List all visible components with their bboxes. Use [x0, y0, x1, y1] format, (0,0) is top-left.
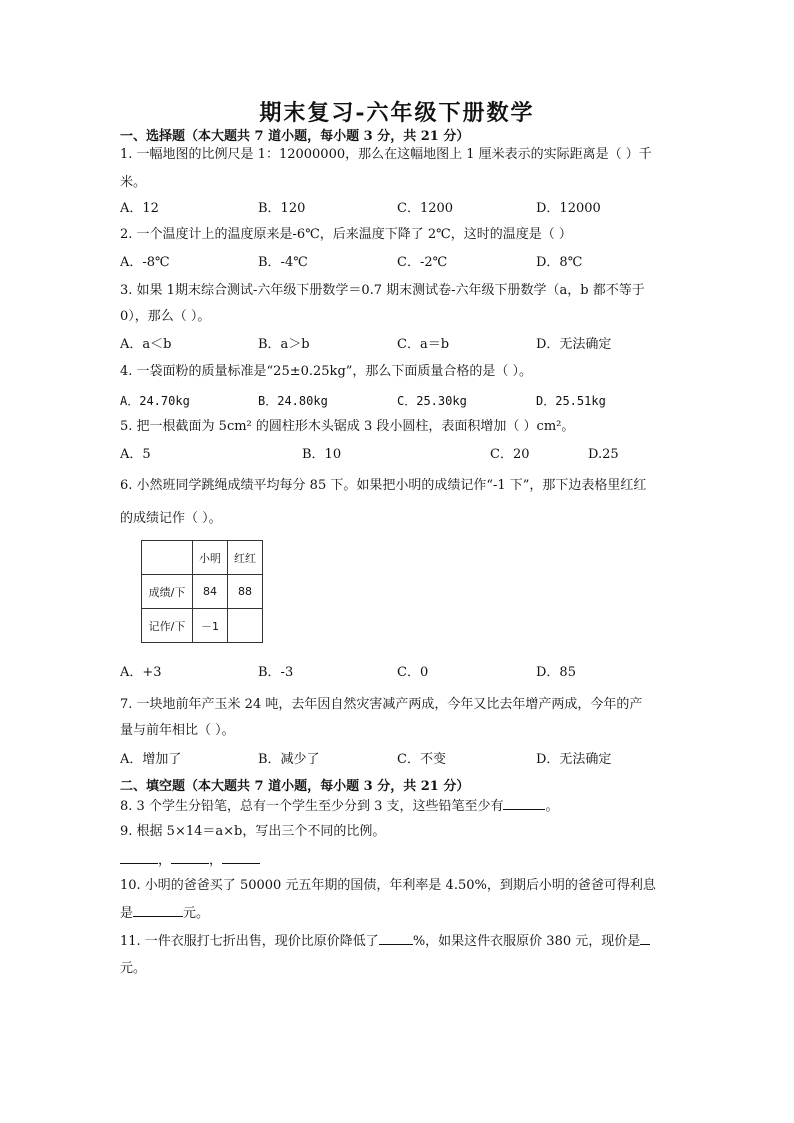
- q3-option-a: A．a＜b: [120, 337, 172, 352]
- question-6-text-cont: 的成绩记作（ ）。: [120, 511, 222, 526]
- question-1-text-cont: 米。: [120, 175, 147, 190]
- question-2-text: 2. 一个温度计上的温度原来是-6℃，后来温度下降了 2℃，这时的温度是（ ）: [120, 227, 572, 242]
- question-10-text: 10. 小明的爸爸买了 50000 元五年期的国债，年利率是 4.50%，到期后小明的爸爸可得利息: [120, 878, 656, 893]
- q2-option-c: C．-2℃: [397, 255, 448, 270]
- table-row: [142, 609, 263, 643]
- question-8: [120, 797, 559, 816]
- q3-option-b: B．a＞b: [258, 337, 310, 352]
- q5-option-c: C．20: [490, 447, 530, 462]
- answer-blank[interactable]: [133, 904, 183, 917]
- table-header-cell: 小明: [193, 541, 228, 575]
- table-row: [142, 575, 263, 609]
- question-10-text-cont: [120, 904, 209, 923]
- q6-option-a: A．+3: [120, 665, 162, 680]
- q2-option-a: A．-8℃: [120, 255, 170, 270]
- question-5-text: 5. 把一根截面为 5cm² 的圆柱形木头锯成 3 段小圆柱，表面积增加（ ）cm²。: [120, 419, 575, 434]
- q2-option-d: D．8℃: [536, 255, 583, 270]
- q7-option-b: B．减少了: [258, 752, 320, 767]
- table-cell: [142, 541, 193, 575]
- q1-option-d: D．12000: [536, 201, 601, 216]
- question-10-pre: 是: [120, 906, 134, 921]
- q1-option-c: C．1200: [397, 201, 454, 216]
- q4-option-d: D．25.51kg: [536, 394, 606, 408]
- q5-option-b: B．10: [302, 447, 342, 462]
- q7-option-a: A．增加了: [120, 752, 182, 767]
- question-7-text: 7. 一块地前年产玉米 24 吨，去年因自然灾害减产两成，今年又比去年增产两成，今年的产: [120, 697, 643, 712]
- question-3-text: 3. 如果 1期末综合测试-六年级下册数学＝0.7 期末测试卷-六年级下册数学（a，b 都不等于: [120, 283, 645, 298]
- question-8-end: 。: [545, 799, 559, 814]
- separator: ，: [209, 853, 223, 868]
- question-6-text: 6. 小然班同学跳绳成绩平均每分 85 下。如果把小明的成绩记作“-1 下”，那下边表格里红红: [120, 478, 647, 493]
- q5-option-d: D.25: [588, 447, 619, 462]
- table-cell: [228, 609, 263, 643]
- q7-option-c: C．不变: [397, 752, 446, 767]
- separator: ，: [158, 853, 172, 868]
- q1-option-b: B．120: [258, 201, 306, 216]
- q4-option-c: C．25.30kg: [397, 394, 467, 408]
- q6-option-d: D．85: [536, 665, 576, 680]
- q3-option-c: C．a＝b: [397, 337, 450, 352]
- question-1-text: 1. 一幅地图的比例尺是 1：12000000，那么在这幅地图上 1 厘米表示的实际距离是（ ）千: [120, 147, 652, 162]
- table-cell: －1: [193, 609, 228, 643]
- question-11-pre: 11. 一件衣服打七折出售，现价比原价降低了: [120, 934, 379, 949]
- q6-option-c: C．0: [397, 665, 429, 680]
- section-2-heading: 二、填空题（本大题共 7 道小题，每小题 3 分，共 21 分）: [120, 779, 470, 794]
- answer-blank[interactable]: [503, 797, 545, 810]
- question-11-mid: %，如果这件衣服原价 380 元，现价是: [412, 934, 641, 949]
- answer-blank[interactable]: [379, 932, 413, 945]
- table-row-label: 成绩/下: [142, 575, 193, 609]
- q7-option-d: D．无法确定: [536, 752, 612, 767]
- question-3-text-cont: 0），那么（ ）。: [120, 309, 211, 324]
- page-title: 期末复习-六年级下册数学: [259, 100, 535, 126]
- question-10-post: 元。: [183, 906, 210, 921]
- answer-blank[interactable]: [120, 851, 158, 864]
- q5-option-a: A．5: [120, 447, 151, 462]
- q1-option-a: A．12: [120, 201, 159, 216]
- table-row: [142, 541, 263, 575]
- q4-option-a: A．24.70kg: [120, 394, 190, 408]
- question-7-text-cont: 量与前年相比（ ）。: [120, 723, 235, 738]
- q4-option-b: B．24.80kg: [258, 394, 328, 408]
- question-8-text: 8. 3 个学生分铅笔，总有一个学生至少分到 3 支，这些铅笔至少有: [120, 799, 504, 814]
- answer-blank[interactable]: [640, 932, 650, 945]
- table-row-label: 记作/下: [142, 609, 193, 643]
- table-cell: 88: [228, 575, 263, 609]
- table-header-cell: 红红: [228, 541, 263, 575]
- score-table: [141, 540, 263, 643]
- section-1-heading: 一、选择题（本大题共 7 道小题，每小题 3 分，共 21 分）: [120, 129, 470, 144]
- q2-option-b: B．-4℃: [258, 255, 308, 270]
- question-9-text: 9. 根据 5×14＝a×b，写出三个不同的比例。: [120, 824, 386, 839]
- q3-option-d: D．无法确定: [536, 337, 612, 352]
- question-11-text: [120, 932, 650, 951]
- answer-blank[interactable]: [222, 851, 260, 864]
- question-9-blanks: [120, 851, 260, 870]
- question-11-text-cont: 元。: [120, 961, 147, 976]
- question-4-text: 4. 一袋面粉的质量标准是“25±0.25kg”，那么下面质量合格的是（ ）。: [120, 364, 533, 379]
- table-cell: 84: [193, 575, 228, 609]
- q6-option-b: B．-3: [258, 665, 294, 680]
- answer-blank[interactable]: [171, 851, 209, 864]
